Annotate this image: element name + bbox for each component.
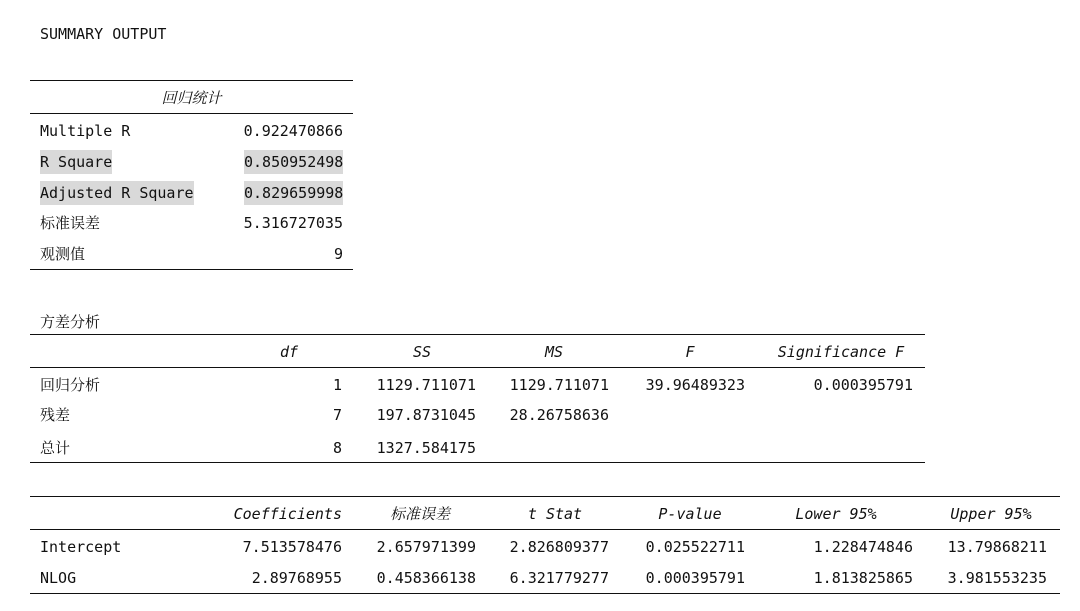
anova-header-df: df	[279, 343, 298, 361]
coef-row-label-nlog: NLOG	[40, 569, 77, 587]
anova-cell: 39.96489323	[645, 376, 745, 394]
coef-cell: 3.981553235	[947, 569, 1047, 587]
coef-header-p-value: P-value	[658, 505, 722, 523]
coef-cell: 0.458366138	[376, 569, 476, 587]
regstats-header: 回归统计	[161, 89, 222, 107]
coef-row-label-intercept: Intercept	[40, 538, 122, 556]
regstats-label-adjusted-r-square: Adjusted R Square	[40, 181, 194, 205]
regstats-top-rule	[30, 80, 353, 81]
regstats-label-observations: 观测值	[40, 245, 86, 263]
anova-cell: 7	[332, 406, 342, 424]
coef-header-rule	[30, 529, 1060, 530]
anova-bottom-rule	[30, 462, 925, 463]
regstats-label-std-error: 标准误差	[40, 214, 101, 232]
anova-row-label-regression: 回归分析	[40, 376, 101, 394]
anova-cell: 1129.711071	[509, 376, 609, 394]
anova-header-f: F	[685, 343, 695, 361]
coef-header-coefficients: Coefficients	[233, 505, 342, 523]
regstats-label-multiple-r: Multiple R	[40, 122, 131, 140]
anova-cell: 1327.584175	[376, 439, 476, 457]
regstats-value-r-square: 0.850952498	[244, 150, 343, 174]
regstats-value-adjusted-r-square: 0.829659998	[244, 181, 343, 205]
coef-cell: 2.826809377	[509, 538, 609, 556]
coef-cell: 13.79868211	[947, 538, 1047, 556]
anova-cell: 0.000395791	[813, 376, 913, 394]
anova-row-label-total: 总计	[40, 439, 71, 457]
regstats-value-multiple-r: 0.922470866	[243, 122, 343, 140]
regstats-value-observations: 9	[333, 245, 343, 263]
anova-title: 方差分析	[40, 313, 101, 331]
summary-title: SUMMARY OUTPUT	[40, 25, 167, 43]
coef-header-std-error: 标准误差	[389, 505, 450, 523]
coef-header-lower-95: Lower 95%	[795, 505, 877, 523]
regstats-bottom-rule	[30, 269, 353, 270]
coef-cell: 0.000395791	[645, 569, 745, 587]
regstats-header-rule	[30, 113, 353, 114]
coef-header-upper-95: Upper 95%	[950, 505, 1032, 523]
anova-cell: 8	[332, 439, 342, 457]
anova-cell: 1129.711071	[376, 376, 476, 394]
coef-bottom-rule	[30, 593, 1060, 594]
coef-cell: 1.813825865	[813, 569, 913, 587]
anova-header-ss: SS	[412, 343, 432, 361]
coef-cell: 1.228474846	[813, 538, 913, 556]
regstats-label-r-square: R Square	[40, 150, 112, 174]
coef-cell: 7.513578476	[242, 538, 342, 556]
anova-cell: 28.26758636	[509, 406, 609, 424]
anova-header-ms: MS	[544, 343, 564, 361]
coef-cell: 2.657971399	[376, 538, 476, 556]
anova-cell: 197.8731045	[376, 406, 476, 424]
coef-cell: 0.025522711	[645, 538, 745, 556]
anova-header-significance-f: Significance F	[777, 343, 905, 361]
anova-top-rule	[30, 334, 925, 335]
coef-cell: 6.321779277	[509, 569, 609, 587]
coef-cell: 2.89768955	[251, 569, 342, 587]
anova-cell: 1	[332, 376, 342, 394]
coef-top-rule	[30, 496, 1060, 497]
anova-header-rule	[30, 367, 925, 368]
regstats-value-std-error: 5.316727035	[243, 214, 343, 232]
anova-row-label-residual: 残差	[40, 406, 71, 424]
coef-header-t-stat: t Stat	[527, 505, 583, 523]
